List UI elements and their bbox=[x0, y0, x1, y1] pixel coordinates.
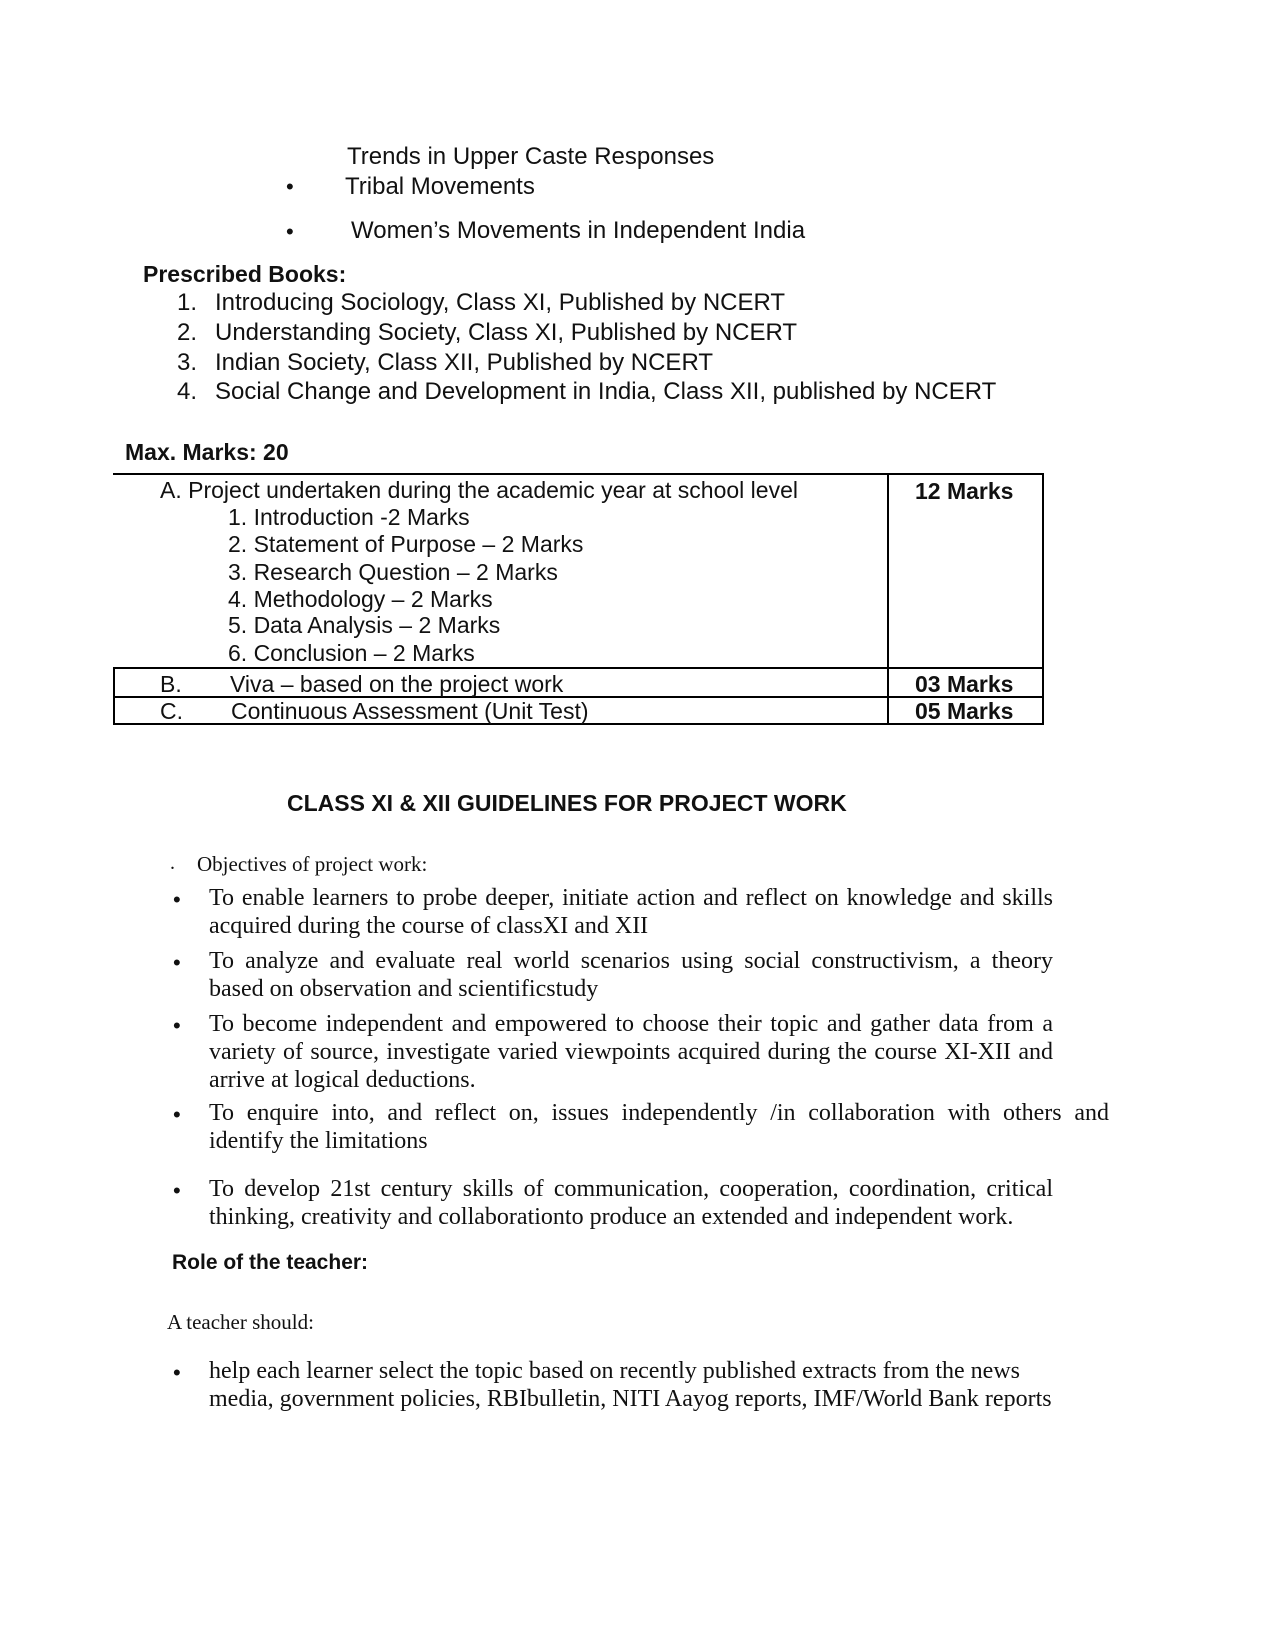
book-title: Indian Society, Class XII, Published by NCERT bbox=[215, 349, 713, 376]
bullet-icon bbox=[173, 1178, 181, 1204]
section-a-item: 1. Introduction -2 Marks bbox=[228, 504, 470, 530]
bullet-icon bbox=[286, 174, 294, 200]
book-title: Introducing Sociology, Class XI, Published by NCERT bbox=[215, 289, 786, 316]
guidelines-title: CLASS XI & XII GUIDELINES FOR PROJECT WORK bbox=[287, 790, 847, 816]
book-item bbox=[177, 349, 713, 377]
book-number: 1. bbox=[177, 289, 198, 316]
list-item-trends: Trends in Upper Caste Responses bbox=[347, 143, 715, 170]
objective-item: To become independent and empowered to choose their topic and gather data from a variety of source, investigate varied viewpoints acquired during the course XI-XII and arrive at logical deductions. bbox=[209, 1011, 1053, 1093]
objective-item: To enquire into, and reflect on, issues independently /in collaboration with others and identify the limitations bbox=[209, 1100, 1109, 1154]
book-title: Social Change and Development in India, Class XII, published by NCERT bbox=[215, 378, 997, 405]
objective-item: To analyze and evaluate real world scenarios using social constructivism, a theory based on observation and scientificstudy bbox=[209, 948, 1053, 1002]
max-marks-heading: Max. Marks: 20 bbox=[125, 439, 289, 465]
list-item-women: Women’s Movements in Independent India bbox=[351, 217, 806, 244]
section-a-item: 6. Conclusion – 2 Marks bbox=[228, 640, 475, 666]
section-b-text: Viva – based on the project work bbox=[230, 671, 564, 697]
role-heading: Role of the teacher: bbox=[172, 1251, 369, 1274]
book-title: Understanding Society, Class XI, Published by NCERT bbox=[215, 319, 798, 346]
book-item bbox=[177, 378, 996, 406]
table-border bbox=[113, 473, 1044, 475]
section-a-marks: 12 Marks bbox=[915, 478, 1014, 504]
section-a-item: 3. Research Question – 2 Marks bbox=[228, 559, 558, 585]
bullet-icon bbox=[173, 887, 181, 913]
bullet-icon bbox=[286, 219, 294, 245]
section-c-marks: 05 Marks bbox=[915, 698, 1014, 724]
section-b-marks: 03 Marks bbox=[915, 671, 1014, 697]
teacher-intro: A teacher should: bbox=[167, 1310, 314, 1334]
section-a-item: 2. Statement of Purpose – 2 Marks bbox=[228, 531, 584, 557]
table-border bbox=[887, 473, 889, 725]
book-number: 3. bbox=[177, 349, 198, 376]
objective-item: To develop 21st century skills of communication, cooperation, coordination, critical thinking, creativity and collaborationto produce an extended and independent work. bbox=[209, 1176, 1053, 1230]
table-border bbox=[113, 667, 1044, 669]
table-border bbox=[1042, 473, 1044, 725]
section-a-item: 5. Data Analysis – 2 Marks bbox=[228, 612, 501, 638]
bullet-icon bbox=[173, 1102, 181, 1128]
section-c-text: Continuous Assessment (Unit Test) bbox=[231, 698, 589, 724]
objective-item: To enable learners to probe deeper, initiate action and reflect on knowledge and skills acquired during the course of classXI and XII bbox=[209, 885, 1053, 939]
objectives-marker: . bbox=[170, 852, 175, 874]
bullet-icon bbox=[173, 1360, 181, 1386]
section-c-letter: C. bbox=[160, 698, 183, 724]
teacher-item: help each learner select the topic based on recently published extracts from the news media, government policies, RBIbulletin, NITI Aayog reports, IMF/World Bank reports bbox=[209, 1358, 1052, 1412]
book-number: 4. bbox=[177, 378, 198, 405]
section-a-item: 4. Methodology – 2 Marks bbox=[228, 586, 493, 612]
book-item bbox=[177, 289, 785, 317]
bullet-icon bbox=[173, 950, 181, 976]
prescribed-books-heading: Prescribed Books: bbox=[143, 261, 347, 287]
book-item bbox=[177, 319, 797, 347]
list-item-tribal: Tribal Movements bbox=[345, 173, 535, 200]
section-b-letter: B. bbox=[160, 671, 182, 697]
section-a-title: A. Project undertaken during the academic year at school level bbox=[160, 477, 798, 503]
objectives-intro: Objectives of project work: bbox=[197, 852, 428, 876]
book-number: 2. bbox=[177, 319, 198, 346]
bullet-icon bbox=[173, 1013, 181, 1039]
table-border bbox=[113, 667, 115, 725]
